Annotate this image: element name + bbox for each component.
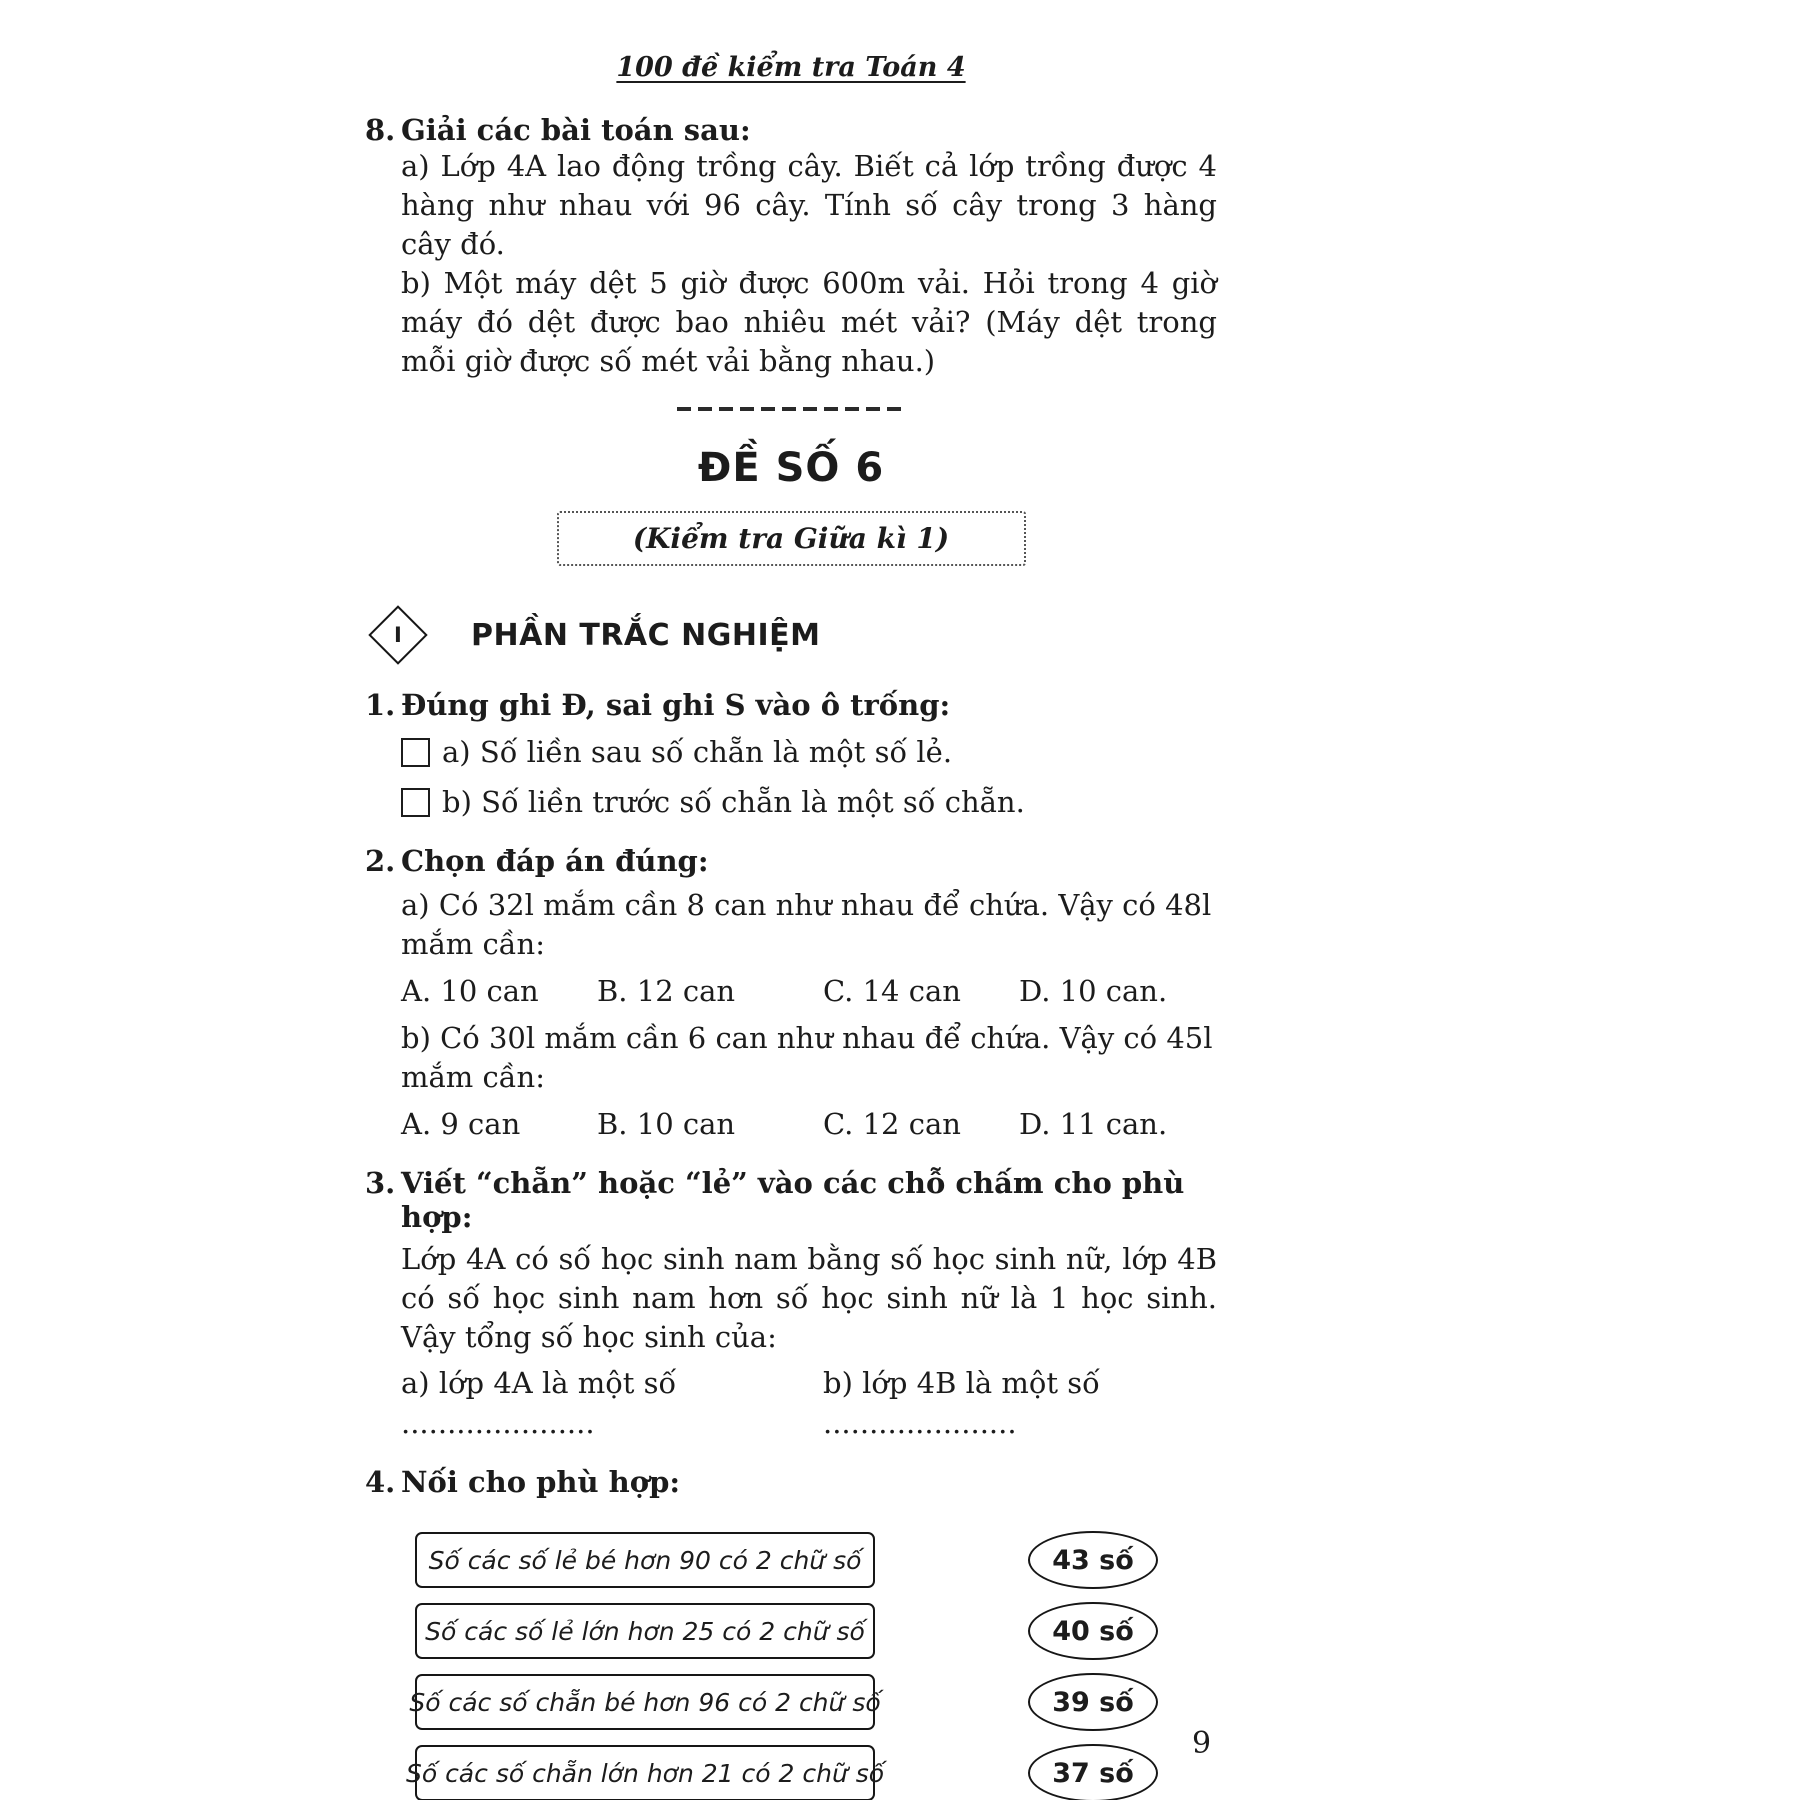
question-2a-text: a) Có 32l mắm cần 8 can như nhau để chứa. Vậy có 48l mắm cần:: [401, 888, 1212, 961]
running-header: [365, 52, 1217, 83]
match-row: [415, 1602, 1217, 1660]
statement-a: a) Số liền sau số chẵn là một số lẻ.: [442, 735, 953, 769]
problem-title: Giải các bài toán sau:: [401, 113, 751, 147]
question-2b-options: [401, 1105, 1217, 1144]
option-d: D. 11 can.: [1019, 1107, 1168, 1141]
question-1-heading: [365, 688, 1217, 722]
fill-blank-a: a) lớp 4A là một số .....................: [401, 1366, 677, 1440]
question-2: [365, 844, 1217, 1144]
match-left-box-3[interactable]: Số các số chẵn bé hơn 96 có 2 chữ số: [415, 1674, 875, 1730]
question-1: [365, 688, 1217, 822]
question-2b-text: b) Có 30l mắm cần 6 can như nhau để chứa. Vậy có 45l mắm cần:: [401, 1021, 1213, 1094]
question-number: 3.: [365, 1166, 396, 1200]
section-number: I: [394, 622, 402, 647]
matching-exercise: [405, 1531, 1217, 1800]
book-title: 100 đề kiểm tra Toán 4: [616, 52, 966, 83]
match-right-oval-2[interactable]: 40 số: [1028, 1602, 1158, 1660]
match-row: [405, 1744, 1217, 1800]
page-number: 9: [1192, 1726, 1212, 1761]
problem-8: [365, 113, 1217, 381]
problem-8a-text: a) Lớp 4A lao động trồng cây. Biết cả lớp trồng được 4 hàng như nhau với 96 cây. Tính số cây trong 3 hàng cây đó.: [401, 149, 1217, 261]
problem-8-heading: [365, 113, 1217, 147]
question-title: Viết “chẵn” hoặc “lẻ” vào các chỗ chấm cho phù hợp:: [401, 1166, 1185, 1234]
match-row: [415, 1531, 1217, 1589]
match-left-box-1[interactable]: Số các số lẻ bé hơn 90 có 2 chữ số: [415, 1532, 875, 1588]
question-number: 4.: [365, 1465, 396, 1499]
question-title: Chọn đáp án đúng:: [401, 844, 709, 878]
question-1-body: [401, 732, 1217, 822]
match-right-oval-3[interactable]: 39 số: [1028, 1673, 1158, 1731]
test-subtitle-box: [557, 511, 1026, 566]
question-3-fills: [401, 1363, 1217, 1443]
section-header: [365, 614, 1217, 656]
question-2-body: [401, 886, 1217, 1144]
match-right-oval-1[interactable]: 43 số: [1028, 1531, 1158, 1589]
option-b: B. 10 can: [597, 1107, 736, 1141]
fill-blank-b: b) lớp 4B là một số .....................: [823, 1366, 1100, 1440]
answer-checkbox-a[interactable]: [401, 738, 430, 767]
question-title: Đúng ghi Đ, sai ghi S vào ô trống:: [401, 688, 951, 722]
section-diamond-marker: [368, 605, 427, 664]
option-c: C. 12 can: [823, 1107, 961, 1141]
question-3-text: Lớp 4A có số học sinh nam bằng số học sinh nữ, lớp 4B có số học sinh nam hơn số học sinh nữ là 1 học sinh. Vậy tổng số học sinh của:: [401, 1242, 1217, 1354]
question-2-heading: [365, 844, 1217, 878]
statement-b: b) Số liền trước số chẵn là một số chẵn.: [442, 785, 1025, 819]
question-4-heading: [365, 1465, 1217, 1499]
problem-8b-text: b) Một máy dệt 5 giờ được 600m vải. Hỏi trong 4 giờ máy đó dệt được bao nhiêu mét vải? (Máy dệt trong mỗi giờ được số mét vải bằng nhau.): [401, 266, 1217, 378]
match-left-box-4[interactable]: Số các số chẵn lớn hơn 21 có 2 chữ số: [415, 1745, 875, 1800]
question-4: [365, 1465, 1217, 1800]
question-3-body: [401, 1240, 1217, 1443]
option-a: A. 9 can: [401, 1107, 521, 1141]
match-row: [409, 1673, 1217, 1731]
page-content: [365, 52, 1217, 1800]
checkbox-row: [401, 782, 1217, 822]
option-d: D. 10 can.: [1019, 974, 1168, 1008]
section-title: PHẦN TRẮC NGHIỆM: [471, 617, 821, 653]
answer-checkbox-b[interactable]: [401, 788, 430, 817]
option-b: B. 12 can: [597, 974, 736, 1008]
question-number: 1.: [365, 688, 396, 722]
question-title: Nối cho phù hợp:: [401, 1465, 681, 1499]
problem-8-body: [401, 147, 1217, 381]
option-c: C. 14 can: [823, 974, 961, 1008]
test-subtitle: (Kiểm tra Giữa kì 1): [632, 522, 950, 555]
checkbox-row: [401, 732, 1217, 772]
match-right-oval-4[interactable]: 37 số: [1028, 1744, 1158, 1800]
match-left-box-2[interactable]: Số các số lẻ lớn hơn 25 có 2 chữ số: [415, 1603, 875, 1659]
dashed-divider: [677, 407, 905, 411]
test-title: ĐỀ SỐ 6: [697, 445, 885, 491]
question-number: 2.: [365, 844, 396, 878]
question-3-heading: [365, 1166, 1217, 1234]
question-2a-options: [401, 972, 1217, 1011]
problem-number: 8.: [365, 113, 396, 147]
question-3: [365, 1166, 1217, 1443]
option-a: A. 10 can: [401, 974, 539, 1008]
